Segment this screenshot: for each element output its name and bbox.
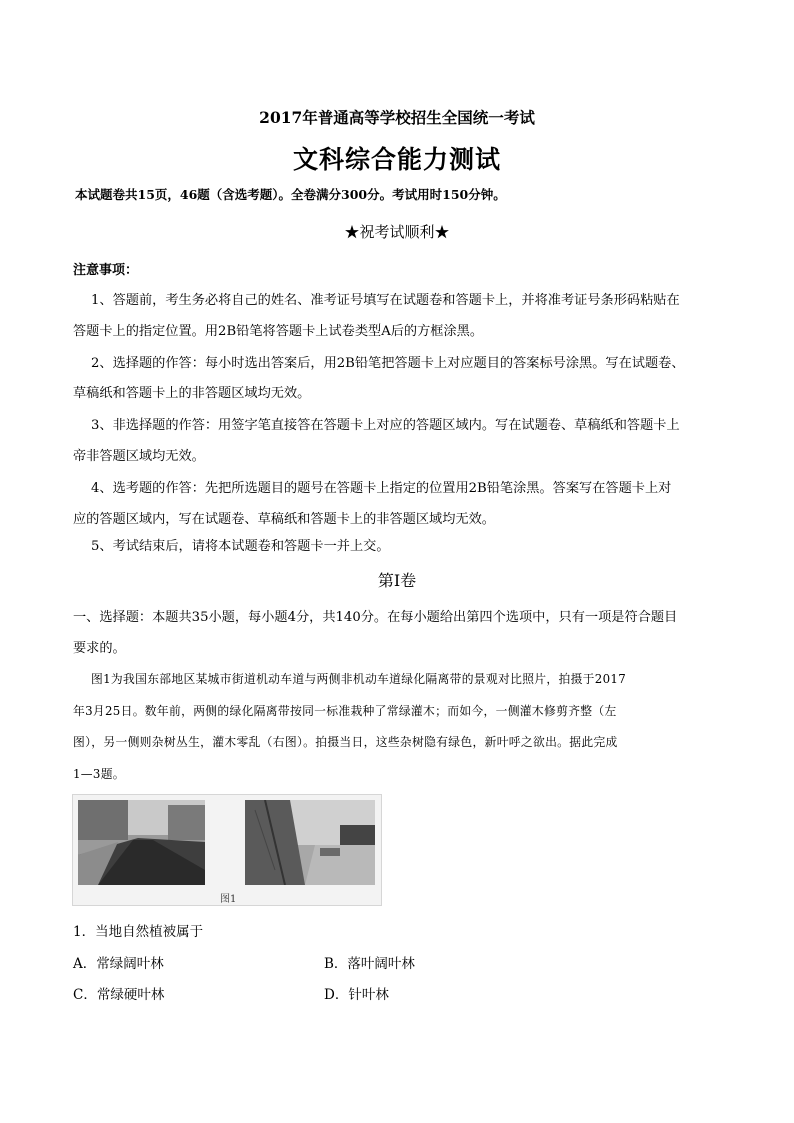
- street-photo-left: [78, 800, 205, 885]
- notice-line: 草稿纸和答题卡上的非答题区域均无效。: [73, 386, 311, 401]
- passage-line: 图1为我国东部地区某城市街道机动车道与两侧非机动车道绿化隔离带的景观对比照片，拍摄于2017: [91, 672, 627, 686]
- exam-info: 本试题卷共15页，46题（含选考题）。全卷满分300分。考试用时150分钟。: [75, 187, 506, 202]
- option-b: B．落叶阔叶林: [324, 956, 415, 972]
- notice-line: 3、非选择题的作答：用签字笔直接答在答题卡上对应的答题区域内。写在试题卷、草稿纸和答题卡上: [91, 418, 680, 433]
- exam-subject-title: 文科综合能力测试: [292, 145, 501, 174]
- notice-line: 2、选择题的作答：每小时选出答案后，用2B铅笔把答题卡上对应题目的答案标号涂黑。写在试题卷、: [91, 356, 685, 371]
- notice-line: 应的答题区域内，写在试题卷、草稿纸和答题卡上的非答题区域均无效。: [73, 512, 495, 527]
- good-luck-banner: ★祝考试顺利★: [344, 223, 450, 241]
- figure-1: [72, 794, 382, 906]
- passage-line: 1—3题。: [73, 767, 125, 781]
- notice-line: 4、选考题的作答：先把所选题目的题号在答题卡上指定的位置用2B铅笔涂黑。答案写在答题卡上对: [91, 481, 672, 496]
- option-d: D．针叶林: [324, 987, 389, 1003]
- notice-line: 1、答题前，考生务必将自己的姓名、准考证号填写在试题卷和答题卡上，并将准考证号条形码粘贴在: [91, 293, 680, 308]
- notice-line: 答题卡上的指定位置。用2B铅笔将答题卡上试卷类型A后的方框涂黑。: [73, 324, 484, 339]
- notice-heading: 注意事项：: [73, 263, 139, 278]
- exam-year-title: 2017年普通高等学校招生全国统一考试: [259, 108, 535, 127]
- notice-line: 帝非答题区域均无效。: [73, 449, 205, 464]
- option-a: A．常绿阔叶林: [73, 956, 164, 972]
- figure-caption: 图1: [220, 894, 237, 905]
- notice-line: 5、考试结束后，请将本试题卷和答题卡一并上交。: [91, 539, 390, 554]
- passage-line: 年3月25日。数年前，两侧的绿化隔离带按同一标准栽种了常绿灌木；而如今，一侧灌木修剪齐整（左: [73, 704, 617, 718]
- section-title: 第Ⅰ卷: [377, 571, 417, 590]
- section-instruction: 一、选择题：本题共35小题，每小题4分，共140分。在每小题给出第四个选项中，只有一项是符合题目: [73, 610, 678, 625]
- section-instruction: 要求的。: [73, 641, 126, 656]
- street-photo-right: [245, 800, 375, 885]
- question-stem: 1．当地自然植被属于: [73, 924, 204, 940]
- option-c: C．常绿硬叶林: [73, 987, 165, 1003]
- passage-line: 图），另一侧则杂树丛生，灌木零乱（右图）。拍摄当日，这些杂树隐有绿色，新叶呼之欲出。据此完成: [73, 735, 618, 749]
